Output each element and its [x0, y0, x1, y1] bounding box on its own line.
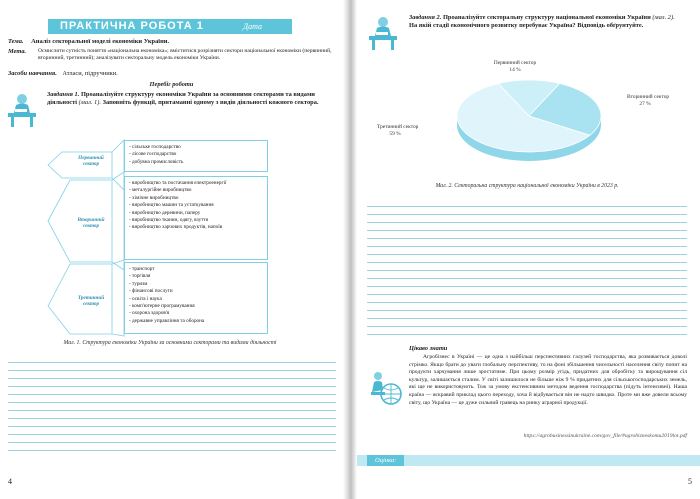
task1-ref: (мал. 1).: [78, 99, 101, 106]
task2-ref: (мал. 2).: [652, 14, 675, 21]
primary-sector-list: [129, 144, 263, 166]
equipment-label: Засоби навчання.: [8, 70, 57, 77]
book-spine: [343, 0, 357, 499]
task2-block: [409, 14, 683, 30]
list-item: - хімічне виробництво: [129, 194, 179, 201]
list-item: - торгівля: [129, 273, 151, 280]
student-desk-icon: [6, 91, 38, 129]
tertiary-sector-list: [129, 266, 263, 325]
primary-sector-box: [124, 140, 268, 172]
secondary-sector-list: [129, 180, 263, 232]
list-item: - виробництво тканин, одягу, взуття: [129, 217, 209, 224]
secondary-sector-box: [124, 176, 268, 260]
goal-line: [8, 48, 338, 62]
figure1-caption: Мал. 1. Структура економіки України за основними секторами та видами діяльності: [63, 340, 277, 346]
topic-text: Аналіз секторальної моделі економіки України.: [31, 38, 170, 45]
sector-name-primary: Первинний сектор: [78, 155, 104, 167]
page-number-right: 5: [688, 477, 692, 486]
task2-label: Завдання 2.: [409, 14, 442, 21]
goal-label: Мета.: [8, 48, 27, 55]
list-item: - туризм: [129, 280, 148, 287]
task1-text-a: Проаналізуйте структуру економіки України за основними секторами та видами діяльності: [47, 91, 315, 106]
list-item: - транспорт: [129, 266, 155, 272]
list-item: - металургійне виробництво: [129, 187, 192, 194]
sector-name-tertiary: Третинний сектор: [77, 295, 105, 307]
grade-band: [357, 455, 700, 466]
grade-label[interactable]: Оцінка:: [367, 455, 404, 466]
answer-lines-left[interactable]: [8, 362, 336, 458]
task1-label: Завдання 1.: [47, 91, 80, 98]
banner-title: ПРАКТИЧНА РОБОТА 1: [60, 20, 204, 32]
list-item: - охорона здоров'я: [129, 310, 170, 317]
list-item: - добувна промисловість: [129, 158, 184, 165]
right-page: [357, 0, 700, 499]
tertiary-sector-box: [124, 262, 268, 334]
student-desk-icon: [367, 14, 399, 52]
interesting-text: Агробізнес в Україні — це одна з найбільш перспективних галузей господарства, яка розвивається доволі стрімко. Якщо брати до уваги глобальну перспективу, то на фоні збільшення чисельності населення світу попит на продукти харчування лише зростатиме. При цьому розмір угідь, придатних для обробітку та вирощування сіл культур, залишається сталим. У світі залишилося не більше ніж 9 % придатних для сільськогосподарських земель, які ще не використовують. Тож за умову екстенсивним методом ведення господарства (підуть інтенсивні). Наша країна — яскравий приклад цього переходу, хоча й відбувається він не надто швидко. Проте ми вже довели всьому світу, що Україна — це дуже сильний гравець на ринку аграрної продукції.: [409, 354, 687, 406]
pie-slice-label: Третинний сектор: [377, 124, 419, 130]
pie-slice-value: 27 %: [639, 101, 651, 107]
left-page: [0, 0, 343, 499]
list-item: - освіта і наука: [129, 295, 162, 302]
task2-text-a: Проаналізуйте секторальну структуру національної економіки України: [442, 14, 651, 21]
list-item: - державне управління та оборона: [129, 317, 205, 324]
pie-slice-label: Первинний сектор: [493, 60, 537, 66]
list-item: - фінансові послуги: [129, 288, 173, 295]
pie-slice-label: Вторинний сектор: [627, 94, 670, 100]
sector-pie-chart: [365, 56, 693, 186]
list-item: - виробництво деревини, паперу: [129, 209, 201, 216]
list-item: - виробництво харчових продуктів, напоїв: [129, 224, 223, 231]
list-item: - лісове господарство: [129, 151, 177, 158]
banner-date: Дата: [243, 22, 262, 31]
task1-block: [47, 91, 337, 107]
answer-lines-right[interactable]: [367, 206, 687, 342]
interesting-heading: Цікаво знати: [409, 345, 448, 352]
pie-slice-value: 14 %: [509, 67, 521, 73]
list-item: - комп'ютерне програмування: [129, 303, 195, 310]
equipment-line: [8, 70, 336, 78]
list-item: - сільське господарство: [129, 144, 181, 150]
page-number-left: 4: [8, 477, 12, 486]
task1-text-b: Заповніть функції, притаманні одному з видів діяльності кожного сектора.: [102, 99, 319, 106]
task2-text-b: На якій стадії економічного розвитку перебуває Україна? Відповідь обґрунтуйте.: [409, 22, 644, 29]
list-item: - виробництво машин та устаткування: [129, 202, 214, 209]
list-item: - виробництво та постачання електроенергії: [129, 180, 227, 186]
source-url[interactable]: https://agrobusinessinukraine.com/gov_file/#agrobizneskomu2019lot.pdf: [523, 433, 687, 439]
equipment-text: Атласи, підручники.: [62, 70, 118, 77]
figure2-caption: Мал. 2. Секторальна структура національної економіки України в 2023 р.: [435, 183, 619, 189]
goal-text: Осмислити сутність поняття «національна економіка»; вміститися розрізняти сектори національної економіки (первинний, вторинний, третинний); аналізувати секторальну модель економіки України.: [38, 48, 332, 61]
topic-line: [8, 38, 336, 46]
topic-label: Тема.: [8, 38, 24, 45]
pie-slice-value: 59 %: [389, 131, 401, 137]
sector-name-secondary: Вторинний сектор: [77, 217, 105, 229]
globe-reader-icon: [369, 368, 403, 410]
progress-heading: Перебіг роботи: [149, 81, 194, 88]
